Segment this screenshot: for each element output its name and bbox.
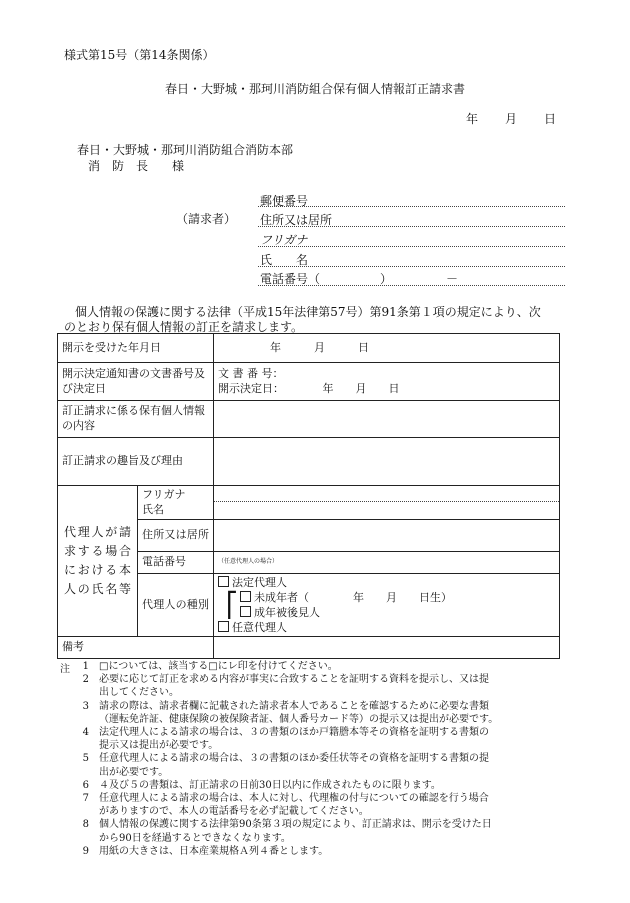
requester-phone-label: 電話番号（ ） － xyxy=(260,272,459,286)
doc-number-value: 文 書 番 号： xyxy=(218,366,284,380)
notes-prefix: 注 xyxy=(60,664,70,675)
purpose-value[interactable] xyxy=(214,438,560,486)
agent-name-label-cell xyxy=(138,486,214,520)
legal-agent-checkbox[interactable] xyxy=(218,576,229,587)
note-item: 6 ４及び５の書類は、訂正請求の日前30日以内に作成されたものに限ります。 xyxy=(82,779,441,791)
requester-postal-label: 郵便番号 xyxy=(260,194,309,208)
agent-type-cell xyxy=(214,574,560,637)
agent-group-label: 代理人が請求する場合における本人の氏名等 xyxy=(58,486,138,637)
date-month: 月 xyxy=(505,112,518,126)
request-table xyxy=(57,333,560,659)
requester-label: （請求者） xyxy=(176,212,237,226)
adult-guardian-label: 成年被後見人 xyxy=(254,606,320,619)
agent-name-label: 氏名 xyxy=(142,502,164,516)
note-item: 5 任意代理人による請求の場合は、３の書類のほか委任状等その資格を証明する書類の提 出が必要です。 xyxy=(82,753,489,778)
note-item: 4 法定代理人による請求の場合は、３の書類のほか戸籍謄本等その資格を証明する書類の 提示又は提出が必要です。 xyxy=(82,727,489,752)
agent-name-input[interactable] xyxy=(214,502,559,519)
page-title: 春日・大野城・那珂川消防組合保有個人情報訂正請求書 xyxy=(165,82,466,96)
minor-option[interactable] xyxy=(240,590,452,605)
bracket-icon: ⎡ xyxy=(226,591,238,619)
legal-agent-label: 法定代理人 xyxy=(232,576,287,589)
voluntary-agent-option[interactable] xyxy=(218,620,555,635)
disclosure-date-value[interactable]: 年 月 日 xyxy=(214,334,560,363)
requester-address-label: 住所又は居所 xyxy=(260,213,333,227)
notes-list xyxy=(57,660,577,858)
legal-agent-option[interactable] xyxy=(218,575,555,590)
minor-checkbox[interactable] xyxy=(240,591,251,602)
intro-line-2: のとおり保有個人情報の訂正を請求します。 xyxy=(64,320,304,334)
requester-furigana-label: フリガナ xyxy=(260,233,308,247)
addressee-recipient: 消 防 長 様 xyxy=(88,159,185,173)
doc-number-label: 開示決定通知書の文書番号及び決定日 xyxy=(58,363,214,401)
requester-address-line[interactable] xyxy=(258,226,565,227)
form-number: 様式第15号（第14条関係） xyxy=(64,48,215,62)
requester-furigana-line[interactable] xyxy=(258,246,565,247)
agent-address-input[interactable] xyxy=(214,520,560,552)
requester-phone-line[interactable] xyxy=(258,285,565,286)
remarks-label: 備考 xyxy=(58,637,214,659)
requester-postal-line[interactable] xyxy=(258,206,565,207)
note-item: 8 個人情報の保護に関する法律第90条第３項の規定により、訂正請求は、開示を受けた日 から90日を経過するとできなくなります。 xyxy=(82,819,492,844)
intro-line-1: 個人情報の保護に関する法律（平成15年法律第57号）第91条第１項の規定により、次 xyxy=(75,305,541,319)
note-item: 9 用紙の大きさは、日本産業規格Ａ列４番とします。 xyxy=(82,845,329,857)
agent-phone-cell[interactable] xyxy=(214,552,560,574)
adult-guardian-checkbox[interactable] xyxy=(240,606,251,617)
minor-label: 未成年者（ 年 月 日生） xyxy=(254,591,452,604)
addressee-org: 春日・大野城・那珂川消防組合消防本部 xyxy=(77,143,294,157)
agent-address-label: 住所又は居所 xyxy=(138,520,214,552)
purpose-label: 訂正請求の趣旨及び理由 xyxy=(58,438,214,486)
note-item: 1 □については、該当する□にレ印を付けてください。 xyxy=(82,661,338,672)
content-label: 訂正請求に係る保有個人情報の内容 xyxy=(58,401,214,438)
voluntary-agent-label: 任意代理人 xyxy=(232,621,287,634)
doc-number-cell[interactable] xyxy=(214,363,560,401)
decision-date-value: 開示決定日： 年 月 日 xyxy=(218,381,400,395)
date-day: 日 xyxy=(544,112,557,126)
agent-furigana-input[interactable] xyxy=(214,486,559,502)
agent-phone-note: （任意代理人の場合） xyxy=(218,558,279,566)
agent-name-cell[interactable] xyxy=(214,486,560,520)
date-year: 年 xyxy=(466,112,479,126)
content-value[interactable] xyxy=(214,401,560,438)
agent-phone-label: 電話番号 xyxy=(138,552,214,574)
requester-name-line[interactable] xyxy=(258,266,565,267)
adult-guardian-option[interactable] xyxy=(240,605,452,620)
note-item: 2 必要に応じて訂正を求める内容が事実に合致することを証明する資料を提示し、又は提 出してください。 xyxy=(82,674,489,699)
requester-name-label: 氏 名 xyxy=(260,253,309,267)
agent-furigana-label: フリガナ xyxy=(142,487,186,501)
voluntary-agent-checkbox[interactable] xyxy=(218,621,229,632)
note-item: 3 請求の際は、請求者欄に記載された請求者本人であることを確認するために必要な書類 （運転免許証、健康保険の被保険者証、個人番号カード等）の提示又は提出が必要です。 xyxy=(82,700,499,725)
disclosure-date-label: 開示を受けた年月日 xyxy=(58,334,214,363)
agent-type-label: 代理人の種別 xyxy=(138,574,214,637)
note-item: 7 任意代理人による請求の場合は、本人に対し、代理権の付与についての確認を行う場合 がありますので、本人の電話番号を必ず記載してください。 xyxy=(82,793,489,818)
remarks-value[interactable] xyxy=(214,637,560,659)
